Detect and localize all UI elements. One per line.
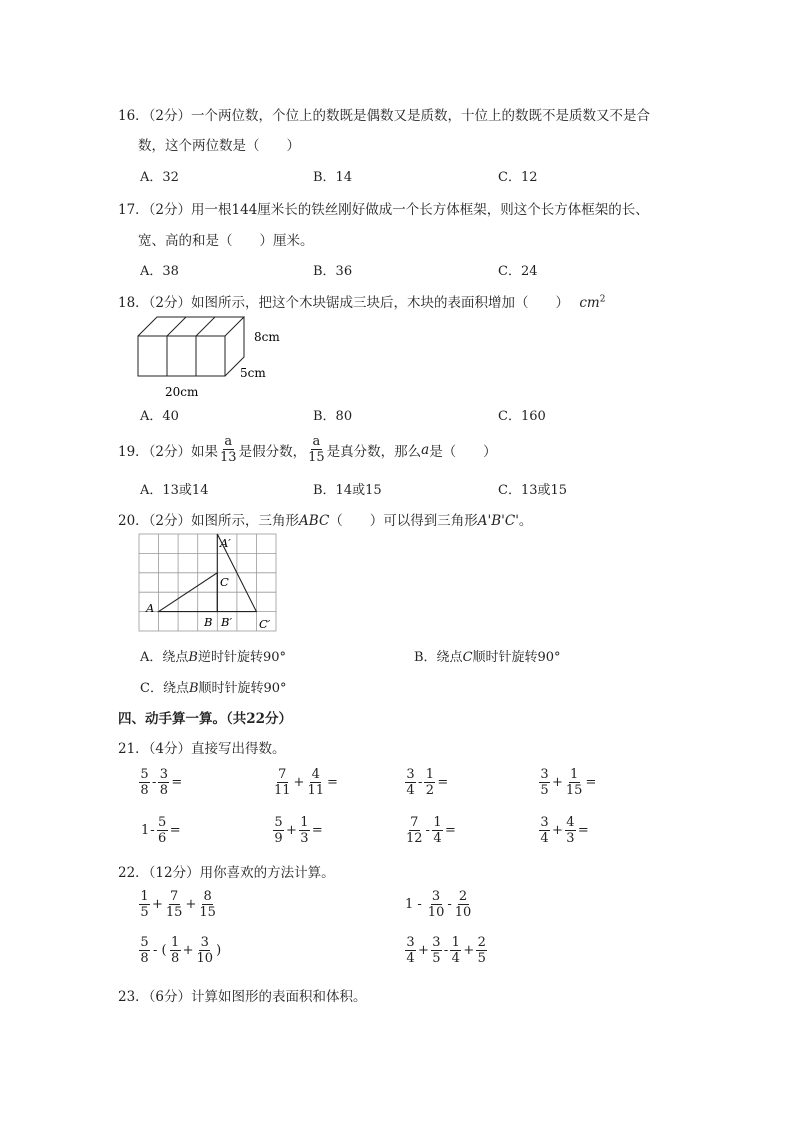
label-a-prime: A′ bbox=[220, 536, 231, 550]
operator: = bbox=[171, 775, 183, 790]
q20-tri2: A'B'C' bbox=[477, 513, 519, 529]
fraction-denominator: 10 bbox=[196, 951, 214, 966]
fraction-denominator: 4 bbox=[540, 831, 549, 846]
q18-height-label: 8cm bbox=[254, 330, 280, 344]
fraction-numerator: 4 bbox=[311, 767, 320, 782]
q20-grid-figure bbox=[138, 532, 280, 634]
fraction bbox=[139, 889, 150, 920]
operator: + bbox=[182, 943, 194, 958]
q20-option-a-point: B bbox=[188, 650, 198, 665]
q19-frac-1-den: 13 bbox=[220, 450, 237, 465]
fraction-numerator: 1 bbox=[140, 889, 149, 904]
fraction bbox=[565, 815, 576, 846]
fraction bbox=[306, 767, 325, 798]
fraction-numerator: 5 bbox=[158, 815, 167, 830]
fraction bbox=[158, 767, 169, 798]
q20-option-a-pre: A．绕点 bbox=[140, 650, 189, 665]
fraction-denominator: 2 bbox=[425, 783, 435, 798]
q21-expr-2 bbox=[272, 767, 339, 798]
fraction bbox=[273, 767, 292, 798]
operator: = bbox=[585, 775, 597, 790]
operator: 1 - bbox=[405, 897, 422, 912]
fraction-numerator: 1 bbox=[425, 767, 435, 782]
operator: - bbox=[150, 823, 155, 838]
q16-option-b[interactable]: B．14 bbox=[313, 170, 353, 185]
fraction-numerator: 7 bbox=[170, 889, 179, 904]
label-a: A bbox=[146, 601, 155, 615]
fraction bbox=[565, 767, 584, 798]
fraction bbox=[139, 767, 150, 798]
q18-unit-sup: 2 bbox=[599, 294, 606, 305]
q20-option-b-post: 顺时针旋转90° bbox=[472, 650, 561, 665]
fraction-denominator: 10 bbox=[427, 905, 445, 920]
fraction-denominator: 10 bbox=[454, 905, 472, 920]
fraction-numerator: 1 bbox=[170, 935, 180, 950]
q19-frac-2 bbox=[307, 434, 326, 465]
operator: + bbox=[185, 897, 197, 912]
fraction-numerator: 5 bbox=[274, 815, 283, 830]
q20-option-c-post: 顺时针旋转90° bbox=[198, 681, 287, 696]
fraction-numerator: 3 bbox=[159, 767, 169, 782]
fraction-denominator: 5 bbox=[432, 951, 441, 966]
q18-unit: cm bbox=[579, 295, 600, 311]
fraction bbox=[431, 935, 442, 966]
fraction bbox=[273, 815, 284, 846]
fraction-denominator: 11 bbox=[307, 783, 324, 798]
fraction-denominator: 6 bbox=[158, 831, 167, 846]
fraction-numerator: 1 bbox=[300, 815, 309, 830]
q21-text: 21．（4分）直接写出得数。 bbox=[118, 741, 286, 757]
fraction bbox=[405, 767, 416, 798]
q19-frac-2-den: 15 bbox=[308, 450, 325, 465]
q19-frac-2-num: a bbox=[312, 434, 321, 449]
q19-frac-1-num: a bbox=[224, 434, 233, 449]
fraction-numerator: 1 bbox=[433, 815, 442, 830]
operator: - bbox=[418, 775, 423, 790]
fraction-denominator: 12 bbox=[406, 831, 423, 846]
fraction-denominator: 5 bbox=[477, 951, 486, 966]
fraction bbox=[539, 815, 550, 846]
q17-option-a[interactable]: A．38 bbox=[140, 264, 179, 279]
q23-text: 23．（6分）计算如图形的表面积和体积。 bbox=[118, 989, 367, 1005]
fraction bbox=[476, 935, 487, 966]
fraction-numerator: 3 bbox=[406, 935, 415, 950]
fraction-numerator: 2 bbox=[477, 935, 486, 950]
q18-width-label: 5cm bbox=[240, 366, 266, 380]
fraction-denominator: 4 bbox=[433, 831, 442, 846]
operator: - bbox=[425, 823, 430, 838]
q19-text bbox=[118, 434, 497, 465]
q21-expr-1 bbox=[138, 767, 183, 798]
operator: = bbox=[311, 823, 323, 838]
operator: = bbox=[327, 775, 338, 790]
label-b-prime: B′ bbox=[221, 615, 233, 629]
q19-option-b[interactable]: B．14或15 bbox=[313, 483, 382, 498]
q20-option-b-pre: B．绕点 bbox=[414, 650, 463, 665]
operator: - bbox=[447, 897, 452, 912]
q20-prefix: 20．（2分）如图所示，三角形 bbox=[118, 513, 300, 529]
fraction bbox=[405, 815, 424, 846]
fraction-numerator: 3 bbox=[540, 767, 549, 782]
q19-frac-1 bbox=[219, 434, 238, 465]
fraction-numerator: 1 bbox=[451, 935, 460, 950]
q22-expr-2 bbox=[404, 889, 473, 920]
q20-option-c-point: B bbox=[188, 681, 199, 696]
operator: = bbox=[437, 775, 449, 790]
fraction-denominator: 8 bbox=[170, 951, 180, 966]
q19-prefix: 19．（2分）如果 bbox=[118, 443, 219, 460]
fraction-denominator: 9 bbox=[274, 831, 283, 846]
q21-expr-8 bbox=[538, 815, 590, 846]
q18-question: 18．（2分）如图所示，把这个木块锯成三块后，木块的表面积增加（ ） bbox=[118, 295, 570, 311]
q19-suffix-a: 是真分数，那么 bbox=[326, 443, 422, 460]
q20-option-a[interactable] bbox=[140, 646, 286, 665]
q20-option-b-point: C bbox=[462, 650, 473, 665]
fraction-denominator: 15 bbox=[199, 905, 216, 920]
q18-option-b[interactable]: B．80 bbox=[313, 409, 353, 424]
q19-option-a[interactable]: A．13或14 bbox=[140, 483, 209, 498]
fraction-numerator: 3 bbox=[406, 767, 415, 782]
fraction-numerator: 5 bbox=[140, 935, 149, 950]
q22-expr-4 bbox=[404, 935, 488, 966]
operator: + bbox=[552, 775, 563, 790]
fraction-denominator: 11 bbox=[274, 783, 291, 798]
fraction-numerator: 2 bbox=[458, 889, 468, 904]
operator: - bbox=[152, 775, 157, 790]
operator: + bbox=[152, 897, 163, 912]
fraction bbox=[424, 767, 435, 798]
q20-option-b[interactable] bbox=[414, 646, 561, 665]
fraction bbox=[157, 815, 168, 846]
q21-expr-3 bbox=[404, 767, 449, 798]
q19-suffix-b: 是（ ） bbox=[429, 443, 497, 460]
operator: = bbox=[169, 823, 181, 838]
fraction-numerator: 4 bbox=[566, 815, 575, 830]
operator: - bbox=[443, 943, 449, 958]
fraction bbox=[454, 889, 473, 920]
q17-option-c[interactable]: C．24 bbox=[498, 264, 538, 279]
q19-mid: 是假分数， bbox=[238, 443, 307, 460]
q20-middle: （ ）可以得到三角形 bbox=[329, 513, 478, 529]
q19-option-c[interactable]: C．13或15 bbox=[498, 483, 568, 498]
operator: ) bbox=[216, 943, 222, 958]
q16-line1: 16．（2分）一个两位数，个位上的数既是偶数又是质数，十位上的数既不是质数又不是合 bbox=[118, 108, 651, 124]
fraction bbox=[170, 935, 181, 966]
fraction-denominator: 15 bbox=[565, 783, 583, 798]
fraction bbox=[165, 889, 184, 920]
fraction-denominator: 4 bbox=[406, 951, 415, 966]
q18-text bbox=[118, 291, 605, 311]
fraction-denominator: 8 bbox=[140, 951, 149, 966]
operator: = bbox=[577, 823, 589, 838]
fraction-denominator: 3 bbox=[300, 831, 309, 846]
fraction bbox=[539, 767, 550, 798]
q18-option-a[interactable]: A．40 bbox=[140, 409, 179, 424]
q22-text: 22．（12分）用你喜欢的方法计算。 bbox=[118, 865, 335, 881]
q21-expr-5 bbox=[141, 815, 182, 846]
operator: + bbox=[293, 775, 305, 790]
fraction bbox=[196, 935, 215, 966]
operator: + bbox=[463, 943, 475, 958]
operator: + bbox=[286, 823, 297, 838]
q17-line2: 宽、高的和是（ ）厘米。 bbox=[138, 233, 314, 249]
q19-var: a bbox=[421, 441, 430, 458]
fraction-denominator: 8 bbox=[140, 783, 149, 798]
fraction bbox=[405, 935, 416, 966]
operator: - ( bbox=[153, 943, 167, 958]
fraction-denominator: 5 bbox=[540, 783, 549, 798]
q21-expr-4 bbox=[538, 767, 597, 798]
q22-expr-3 bbox=[138, 935, 222, 966]
fraction-denominator: 4 bbox=[406, 783, 415, 798]
fraction-numerator: 3 bbox=[431, 889, 441, 904]
q20-text bbox=[118, 509, 532, 529]
whole-number: 1 bbox=[141, 823, 150, 838]
q20-option-a-post: 逆时针旋转90° bbox=[197, 650, 286, 665]
fraction bbox=[198, 889, 217, 920]
q21-expr-6 bbox=[272, 815, 324, 846]
fraction-denominator: 4 bbox=[451, 951, 460, 966]
fraction bbox=[427, 889, 446, 920]
operator: = bbox=[444, 823, 456, 838]
fraction-numerator: 8 bbox=[203, 889, 212, 904]
fraction bbox=[432, 815, 443, 846]
operator: + bbox=[552, 823, 563, 838]
fraction-numerator: 5 bbox=[140, 767, 149, 782]
fraction bbox=[299, 815, 310, 846]
q22-expr-1 bbox=[138, 889, 218, 920]
fraction-numerator: 3 bbox=[200, 935, 209, 950]
q16-option-c[interactable]: C．12 bbox=[498, 170, 538, 185]
q20-tri1: ABC bbox=[299, 513, 330, 529]
q20-option-c-pre: C．绕点 bbox=[140, 681, 189, 696]
q20-end: 。 bbox=[518, 513, 533, 529]
fraction-numerator: 1 bbox=[570, 767, 579, 782]
fraction-denominator: 8 bbox=[159, 783, 169, 798]
section-4-title: 四、动手算一算。（共22分） bbox=[118, 711, 293, 727]
fraction-numerator: 7 bbox=[278, 767, 287, 782]
label-b: B bbox=[204, 615, 213, 629]
label-c: C bbox=[220, 575, 229, 589]
label-c-prime: C′ bbox=[259, 617, 271, 631]
q17-line1: 17．（2分）用一根144厘米长的铁丝刚好做成一个长方体框架，则这个长方体框架的长、 bbox=[118, 202, 649, 218]
q17-option-b[interactable]: B．36 bbox=[313, 264, 353, 279]
q16-line2: 数，这个两位数是（ ） bbox=[138, 138, 300, 154]
q20-option-c[interactable] bbox=[140, 677, 287, 696]
fraction-numerator: 3 bbox=[432, 935, 441, 950]
operator: + bbox=[418, 943, 429, 958]
fraction bbox=[139, 935, 150, 966]
q21-expr-7 bbox=[404, 815, 457, 846]
q16-option-a[interactable]: A．32 bbox=[140, 170, 179, 185]
fraction-denominator: 15 bbox=[165, 905, 183, 920]
q18-length-label: 20cm bbox=[165, 385, 199, 399]
fraction-denominator: 5 bbox=[140, 905, 149, 920]
fraction-numerator: 3 bbox=[540, 815, 549, 830]
fraction bbox=[450, 935, 461, 966]
q18-block-figure bbox=[130, 312, 300, 402]
q18-option-c[interactable]: C．160 bbox=[498, 409, 546, 424]
fraction-numerator: 7 bbox=[410, 815, 419, 830]
fraction-denominator: 3 bbox=[566, 831, 575, 846]
